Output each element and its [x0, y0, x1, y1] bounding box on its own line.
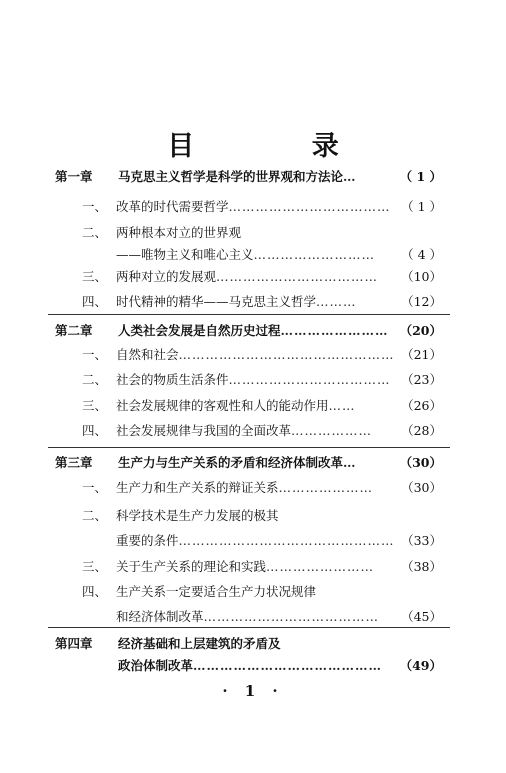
toc-entry[interactable]	[0, 291, 506, 313]
section-number: 四、	[82, 584, 108, 599]
toc-entry[interactable]	[0, 477, 506, 499]
section-title-text: 改革的时代需要哲学	[116, 199, 229, 214]
leader-dots: ………………………	[253, 247, 376, 262]
page-ref: （30）	[401, 480, 442, 495]
section-title-text: 两种对立的发展观	[116, 269, 217, 284]
section-title	[116, 505, 279, 527]
toc-entry[interactable]	[0, 369, 506, 391]
section-number: 四、	[82, 294, 108, 309]
leader-dots: ………………………………	[228, 199, 391, 214]
leader-dots: ………………………………	[228, 372, 391, 387]
toc-entry[interactable]	[0, 420, 506, 442]
section-title-text: 科学技术是生产力发展的极其	[116, 508, 279, 523]
leader-dots: …………………………………………	[178, 347, 395, 362]
toc-entry[interactable]	[0, 581, 506, 603]
leader-dots: ……………………	[280, 323, 389, 338]
section-title-text: 两种根本对立的世界观	[116, 225, 242, 240]
section-title	[116, 196, 391, 218]
chapter-heading[interactable]	[0, 633, 506, 655]
toc-entry[interactable]	[0, 655, 506, 677]
toc-entry[interactable]	[0, 344, 506, 366]
section-number: 二、	[82, 372, 108, 387]
section-title	[116, 606, 379, 628]
section-number: 二、	[82, 508, 108, 523]
section-title-text: 政治体制改革	[118, 658, 194, 673]
section-title	[116, 344, 395, 366]
divider	[48, 314, 450, 315]
chapter-title	[118, 452, 357, 474]
page-ref: （20）	[399, 323, 442, 338]
toc-entry[interactable]	[0, 395, 506, 417]
page-ref: （ 1 ）	[401, 199, 442, 214]
chapter-title-text: 生产力与生产关系的矛盾和经济体制改革	[118, 455, 344, 470]
section-title	[116, 369, 391, 391]
chapter-heading[interactable]	[0, 320, 506, 342]
toc-entry[interactable]	[0, 266, 506, 288]
section-title	[116, 420, 372, 442]
chapter-title	[118, 320, 389, 342]
page-ref: （49）	[399, 658, 442, 673]
divider	[48, 627, 450, 628]
section-title-text: 社会的物质生活条件	[116, 372, 229, 387]
toc-entry[interactable]	[0, 606, 506, 628]
chapter-number: 第三章	[55, 455, 93, 470]
section-title-text: ——唯物主义和唯心主义	[116, 247, 254, 262]
section-title-text: 重要的条件	[116, 533, 179, 548]
page-title: 目 录	[167, 131, 393, 162]
page-ref: （12）	[401, 294, 442, 309]
chapter-heading[interactable]	[0, 452, 506, 474]
page-ref: （ 4 ）	[401, 247, 442, 262]
page-ref: （33）	[401, 533, 442, 548]
section-number: 二、	[82, 225, 108, 240]
section-title-text: 生产关系一定要适合生产力状况规律	[116, 584, 317, 599]
section-number: 一、	[82, 199, 108, 214]
section-title-text: 自然和社会	[116, 347, 179, 362]
toc-entry[interactable]	[0, 222, 506, 244]
section-title-text: 社会发展规律与我国的全面改革	[116, 423, 292, 438]
section-title	[116, 581, 316, 603]
chapter-title	[118, 166, 357, 188]
section-number: 四、	[82, 423, 108, 438]
leader-dots: …………………………………………	[178, 533, 395, 548]
section-title	[116, 477, 373, 499]
section-title	[116, 244, 375, 266]
leader-dots: …………………	[278, 480, 374, 495]
page-ref: （28）	[401, 423, 442, 438]
chapter-heading[interactable]	[0, 166, 506, 188]
chapter-number: 第四章	[55, 636, 93, 651]
chapter-title-text: 马克思主义哲学是科学的世界观和方法论	[118, 169, 344, 184]
section-title-text: 生产力和生产关系的辩证关系	[116, 480, 279, 495]
page-ref: （45）	[401, 609, 442, 624]
section-title	[116, 556, 374, 578]
section-title-text: 和经济体制改革	[116, 609, 204, 624]
chapter-number: 第二章	[55, 323, 93, 338]
toc-entry[interactable]	[0, 244, 506, 266]
section-title	[118, 655, 382, 677]
page-number-footer: · 1 ·	[222, 682, 284, 700]
leader-dots: ………………………………	[216, 269, 379, 284]
section-title-text: 时代精神的精华——马克思主义哲学	[116, 294, 317, 309]
section-title-text: 社会发展规律的客观性和人的能动作用	[116, 398, 329, 413]
chapter-title	[118, 633, 281, 655]
leader-dots: …………………………………	[203, 609, 380, 624]
chapter-title-text: 经济基础和上层建筑的矛盾及	[118, 636, 281, 651]
divider	[48, 447, 450, 448]
section-number: 三、	[82, 269, 108, 284]
section-title	[116, 291, 357, 313]
chapter-title-text: 人类社会发展是自然历史过程	[118, 323, 281, 338]
section-title	[116, 395, 356, 417]
section-title	[116, 266, 378, 288]
page-ref: （10）	[401, 269, 442, 284]
leader-dots: ……………………………………	[193, 658, 383, 673]
section-number: 一、	[82, 347, 108, 362]
toc-entry[interactable]	[0, 196, 506, 218]
section-title	[116, 530, 395, 552]
leader-dots: …	[343, 169, 357, 184]
section-number: 一、	[82, 480, 108, 495]
page-ref: （30）	[399, 455, 442, 470]
page-ref: （38）	[401, 559, 442, 574]
leader-dots: ……………………	[266, 559, 375, 574]
section-number: 三、	[82, 398, 108, 413]
page-ref: （ 1 ）	[399, 169, 442, 184]
toc-entry[interactable]	[0, 505, 506, 527]
leader-dots: ……	[328, 398, 356, 413]
page-ref: （21）	[401, 347, 442, 362]
section-title-text: 关于生产关系的理论和实践	[116, 559, 267, 574]
leader-dots: ………	[316, 294, 357, 309]
toc-entry[interactable]	[0, 530, 506, 552]
leader-dots: …	[343, 455, 357, 470]
chapter-number: 第一章	[55, 169, 93, 184]
section-title	[116, 222, 241, 244]
toc-entry[interactable]	[0, 556, 506, 578]
page-ref: （23）	[401, 372, 442, 387]
section-number: 三、	[82, 559, 108, 574]
page-ref: （26）	[401, 398, 442, 413]
leader-dots: ………………	[291, 423, 373, 438]
